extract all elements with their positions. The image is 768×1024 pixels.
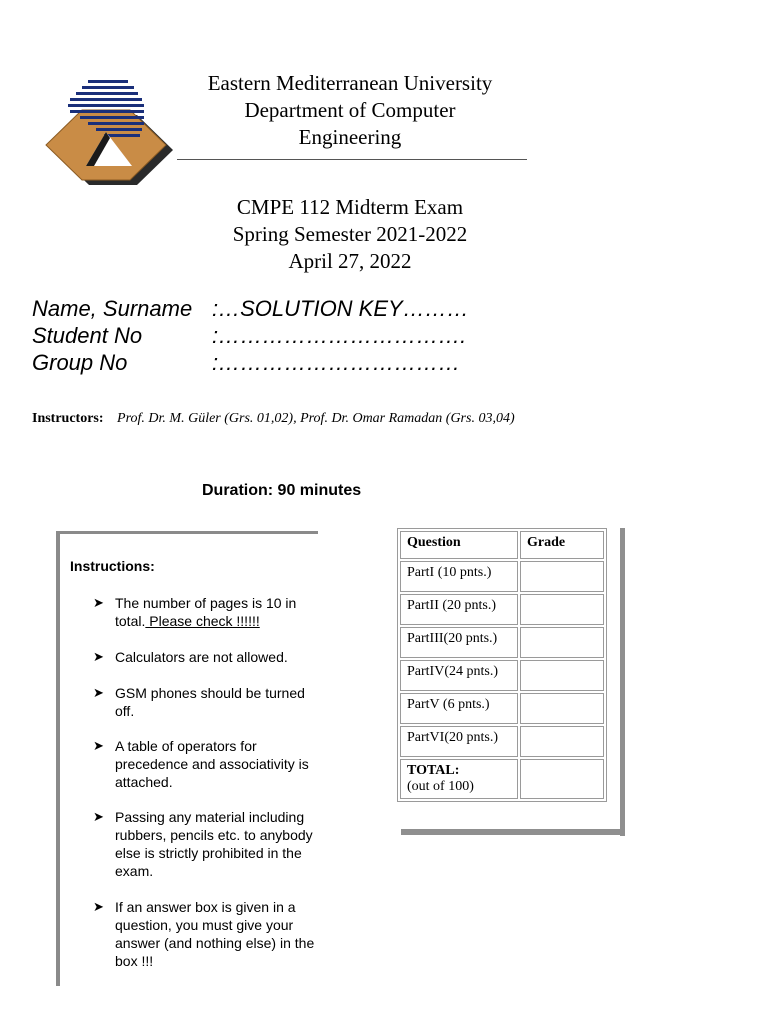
total-grade-cell[interactable] — [520, 759, 604, 799]
instructors-row — [32, 411, 515, 427]
arrow-bullet-icon: ➤ — [93, 899, 104, 914]
name-surname-label: Name, Surname — [32, 296, 193, 321]
instruction-item — [93, 648, 318, 666]
grade-header: Grade — [520, 531, 604, 559]
exam-title: CMPE 112 Midterm Exam — [236, 195, 464, 219]
table-row — [400, 660, 604, 691]
group-no-label: Group No — [32, 350, 128, 375]
grade-cell[interactable] — [520, 594, 604, 625]
instruction-item — [93, 898, 318, 970]
grade-cell[interactable] — [520, 561, 604, 592]
instruction-item — [93, 684, 318, 720]
instruction-text: Passing any material including rubbers, pencils etc. to anybody else is strictly prohibited in the exam. — [115, 809, 313, 879]
group-no-value: :…………………………… — [212, 350, 461, 375]
exam-date: April 27, 2022 — [288, 249, 412, 273]
exam-semester: Spring Semester 2021-2022 — [232, 222, 468, 246]
table-shadow — [401, 829, 625, 835]
student-no-value: :……………………………. — [212, 323, 467, 348]
instruction-text: A table of operators for precedence and associativity is attached. — [115, 738, 309, 790]
grade-cell[interactable] — [520, 660, 604, 691]
question-cell: PartII (20 pnts.) — [400, 594, 518, 625]
table-row — [400, 627, 604, 658]
instruction-text: GSM phones should be turned off. — [115, 685, 305, 719]
instruction-text: The number of pages is 10 in total. — [115, 595, 297, 629]
table-header-row — [400, 531, 604, 559]
name-surname-value: :…SOLUTION KEY……… — [212, 296, 469, 321]
instructions-title: Instructions: — [70, 558, 155, 574]
arrow-bullet-icon: ➤ — [93, 809, 104, 824]
table-row — [400, 561, 604, 592]
instruction-text: Calculators are not allowed. — [115, 649, 288, 665]
instruction-item — [93, 737, 318, 791]
table-total-row — [400, 759, 604, 799]
arrow-bullet-icon: ➤ — [93, 649, 104, 664]
instruction-item — [93, 808, 318, 880]
question-header: Question — [400, 531, 518, 559]
total-sub: (out of 100) — [407, 779, 474, 794]
table-row — [400, 594, 604, 625]
grade-table — [397, 528, 607, 802]
table-row — [400, 726, 604, 757]
table-shadow — [620, 528, 625, 836]
instruction-text: If an answer box is given in a question, you must give your answer (and nothing else) in the box !!! — [115, 899, 315, 969]
header-rule — [177, 159, 527, 160]
question-cell: PartIV(24 pnts.) — [400, 660, 518, 691]
arrow-bullet-icon: ➤ — [93, 685, 104, 700]
grade-cell[interactable] — [520, 726, 604, 757]
total-label: TOTAL: — [407, 763, 460, 778]
duration-text: Duration: 90 minutes — [202, 482, 362, 499]
department-name-cont: Engineering — [298, 125, 402, 149]
total-cell — [400, 759, 518, 799]
arrow-bullet-icon: ➤ — [93, 595, 104, 610]
arrow-bullet-icon: ➤ — [93, 738, 104, 753]
instructors-names: Prof. Dr. M. Güler (Grs. 01,02), Prof. Dr. Omar Ramadan (Grs. 03,04) — [117, 411, 515, 426]
instruction-emphasis: Please check !!!!!! — [145, 613, 260, 629]
university-name: Eastern Mediterranean University — [207, 71, 493, 95]
table-row — [400, 693, 604, 724]
department-name: Department of Computer — [244, 98, 456, 122]
instructors-label: Instructors: — [32, 411, 104, 426]
question-cell: PartIII(20 pnts.) — [400, 627, 518, 658]
university-logo — [40, 72, 175, 187]
question-cell: PartVI(20 pnts.) — [400, 726, 518, 757]
grade-cell[interactable] — [520, 693, 604, 724]
question-cell: PartV (6 pnts.) — [400, 693, 518, 724]
question-cell: PartI (10 pnts.) — [400, 561, 518, 592]
grade-cell[interactable] — [520, 627, 604, 658]
instruction-item — [93, 594, 318, 630]
student-no-label: Student No — [32, 323, 143, 348]
